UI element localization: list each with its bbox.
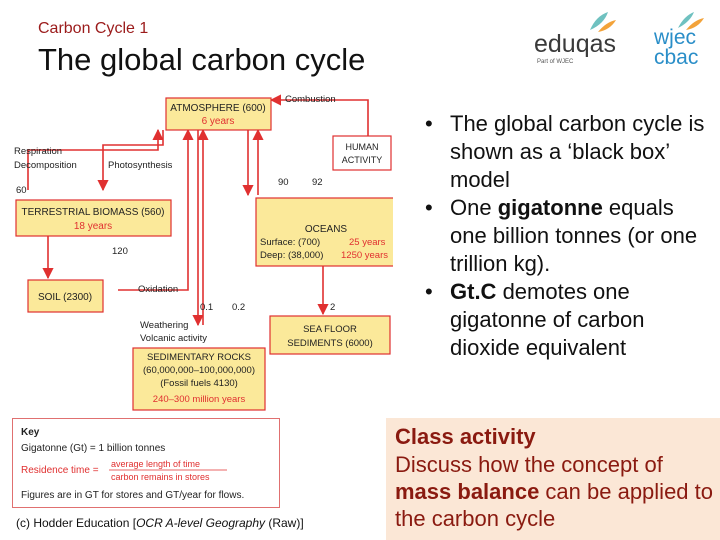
sea-floor-box (270, 316, 390, 354)
atmosphere-box (166, 98, 271, 130)
combustion-label: Combustion (285, 94, 336, 105)
flow-01: 0.1 (200, 302, 214, 313)
cbac-wordmark: cbac (654, 46, 699, 68)
key-residence-denominator: carbon remains in stores (111, 472, 210, 482)
terrestrial-biomass-box (16, 200, 171, 236)
svg-text:(Fossil fuels 4130): (Fossil fuels 4130) (160, 378, 238, 389)
eduqas-tagline: Part of WJEC (537, 59, 574, 65)
flow-92: 92 (312, 177, 323, 188)
oceans-box (256, 198, 393, 266)
eduqas-leaf-icon (590, 12, 616, 32)
key-title: Key (21, 427, 40, 438)
carbon-cycle-diagram (8, 90, 393, 412)
key-gigatonne: Gigatonne (Gt) = 1 billion tonnes (21, 443, 166, 454)
key-residence-label: Residence time = (21, 465, 99, 476)
svg-text:HUMAN: HUMAN (345, 142, 379, 152)
svg-text:Surface: (700): Surface: (700) (260, 237, 321, 248)
bullet-list (415, 110, 715, 362)
combustion-arrow (271, 100, 368, 140)
bullet-item: • Gt.C demotes one gigatonne of carbon dioxide equivalent (415, 278, 715, 362)
slide-title: The global carbon cycle (38, 42, 366, 77)
svg-text:SEA FLOOR: SEA FLOOR (303, 324, 357, 335)
svg-text:1250 years: 1250 years (341, 250, 389, 261)
key-residence-numerator: average length of time (111, 459, 201, 469)
bullet-item: • One gigatonne equals one billion tonnes (or one trillion kg). (415, 194, 715, 278)
svg-text:ACTIVITY: ACTIVITY (341, 155, 383, 165)
flow-60: 60 (16, 185, 27, 196)
image-credit: (c) Hodder Education [OCR A-level Geography (Raw)] (16, 516, 304, 530)
svg-text:6 years: 6 years (201, 116, 235, 127)
svg-text:TERRESTRIAL BIOMASS (560): TERRESTRIAL BIOMASS (560) (21, 207, 165, 218)
oxidation-label: Oxidation (138, 284, 179, 295)
sedimentary-rocks-box (133, 348, 265, 410)
eduqas-wordmark: eduqas (534, 30, 617, 58)
decomposition-label: Decomposition (14, 160, 77, 171)
soil-box (28, 280, 103, 312)
wjec-wordmark: wjec (654, 26, 697, 49)
svg-text:SEDIMENTS (6000): SEDIMENTS (6000) (287, 338, 373, 349)
flow-02: 0.2 (232, 302, 246, 313)
flow-2: 2 (330, 302, 336, 313)
key-figures-note: Figures are in GT for stores and GT/year for flows. (21, 490, 245, 501)
svg-text:(60,000,000–100,000,000): (60,000,000–100,000,000) (143, 365, 255, 376)
weathering-label: Weathering (140, 320, 189, 331)
svg-text:SEDIMENTARY ROCKS: SEDIMENTARY ROCKS (147, 352, 251, 363)
svg-text:ATMOSPHERE (600): ATMOSPHERE (600) (170, 103, 266, 114)
svg-text:240–300 million years: 240–300 million years (152, 394, 246, 405)
flow-90: 90 (278, 177, 289, 188)
slide-subtitle: Carbon Cycle 1 (38, 20, 149, 37)
svg-text:18 years: 18 years (73, 221, 113, 232)
class-activity-title: Class activity (395, 424, 536, 449)
human-activity-box (333, 136, 391, 170)
volcanic-label: Volcanic activity (140, 333, 208, 344)
respiration-label: Respiration (14, 146, 63, 157)
bullet-item: • The global carbon cycle is shown as a ‘black box’ model (415, 110, 715, 194)
svg-text:SOIL (2300): SOIL (2300) (37, 292, 93, 303)
svg-text:25 years: 25 years (349, 237, 386, 248)
diagram-key (12, 418, 280, 508)
eduqas-wjec-logo (528, 8, 714, 68)
flow-120: 120 (112, 246, 128, 257)
svg-text:Deep: (38,000): Deep: (38,000) (260, 250, 324, 261)
svg-text:OCEANS: OCEANS (304, 224, 348, 235)
class-activity-text: Discuss how the concept of mass balance can be applied to the carbon cycle (395, 452, 714, 531)
photosynthesis-label: Photosynthesis (108, 160, 173, 171)
